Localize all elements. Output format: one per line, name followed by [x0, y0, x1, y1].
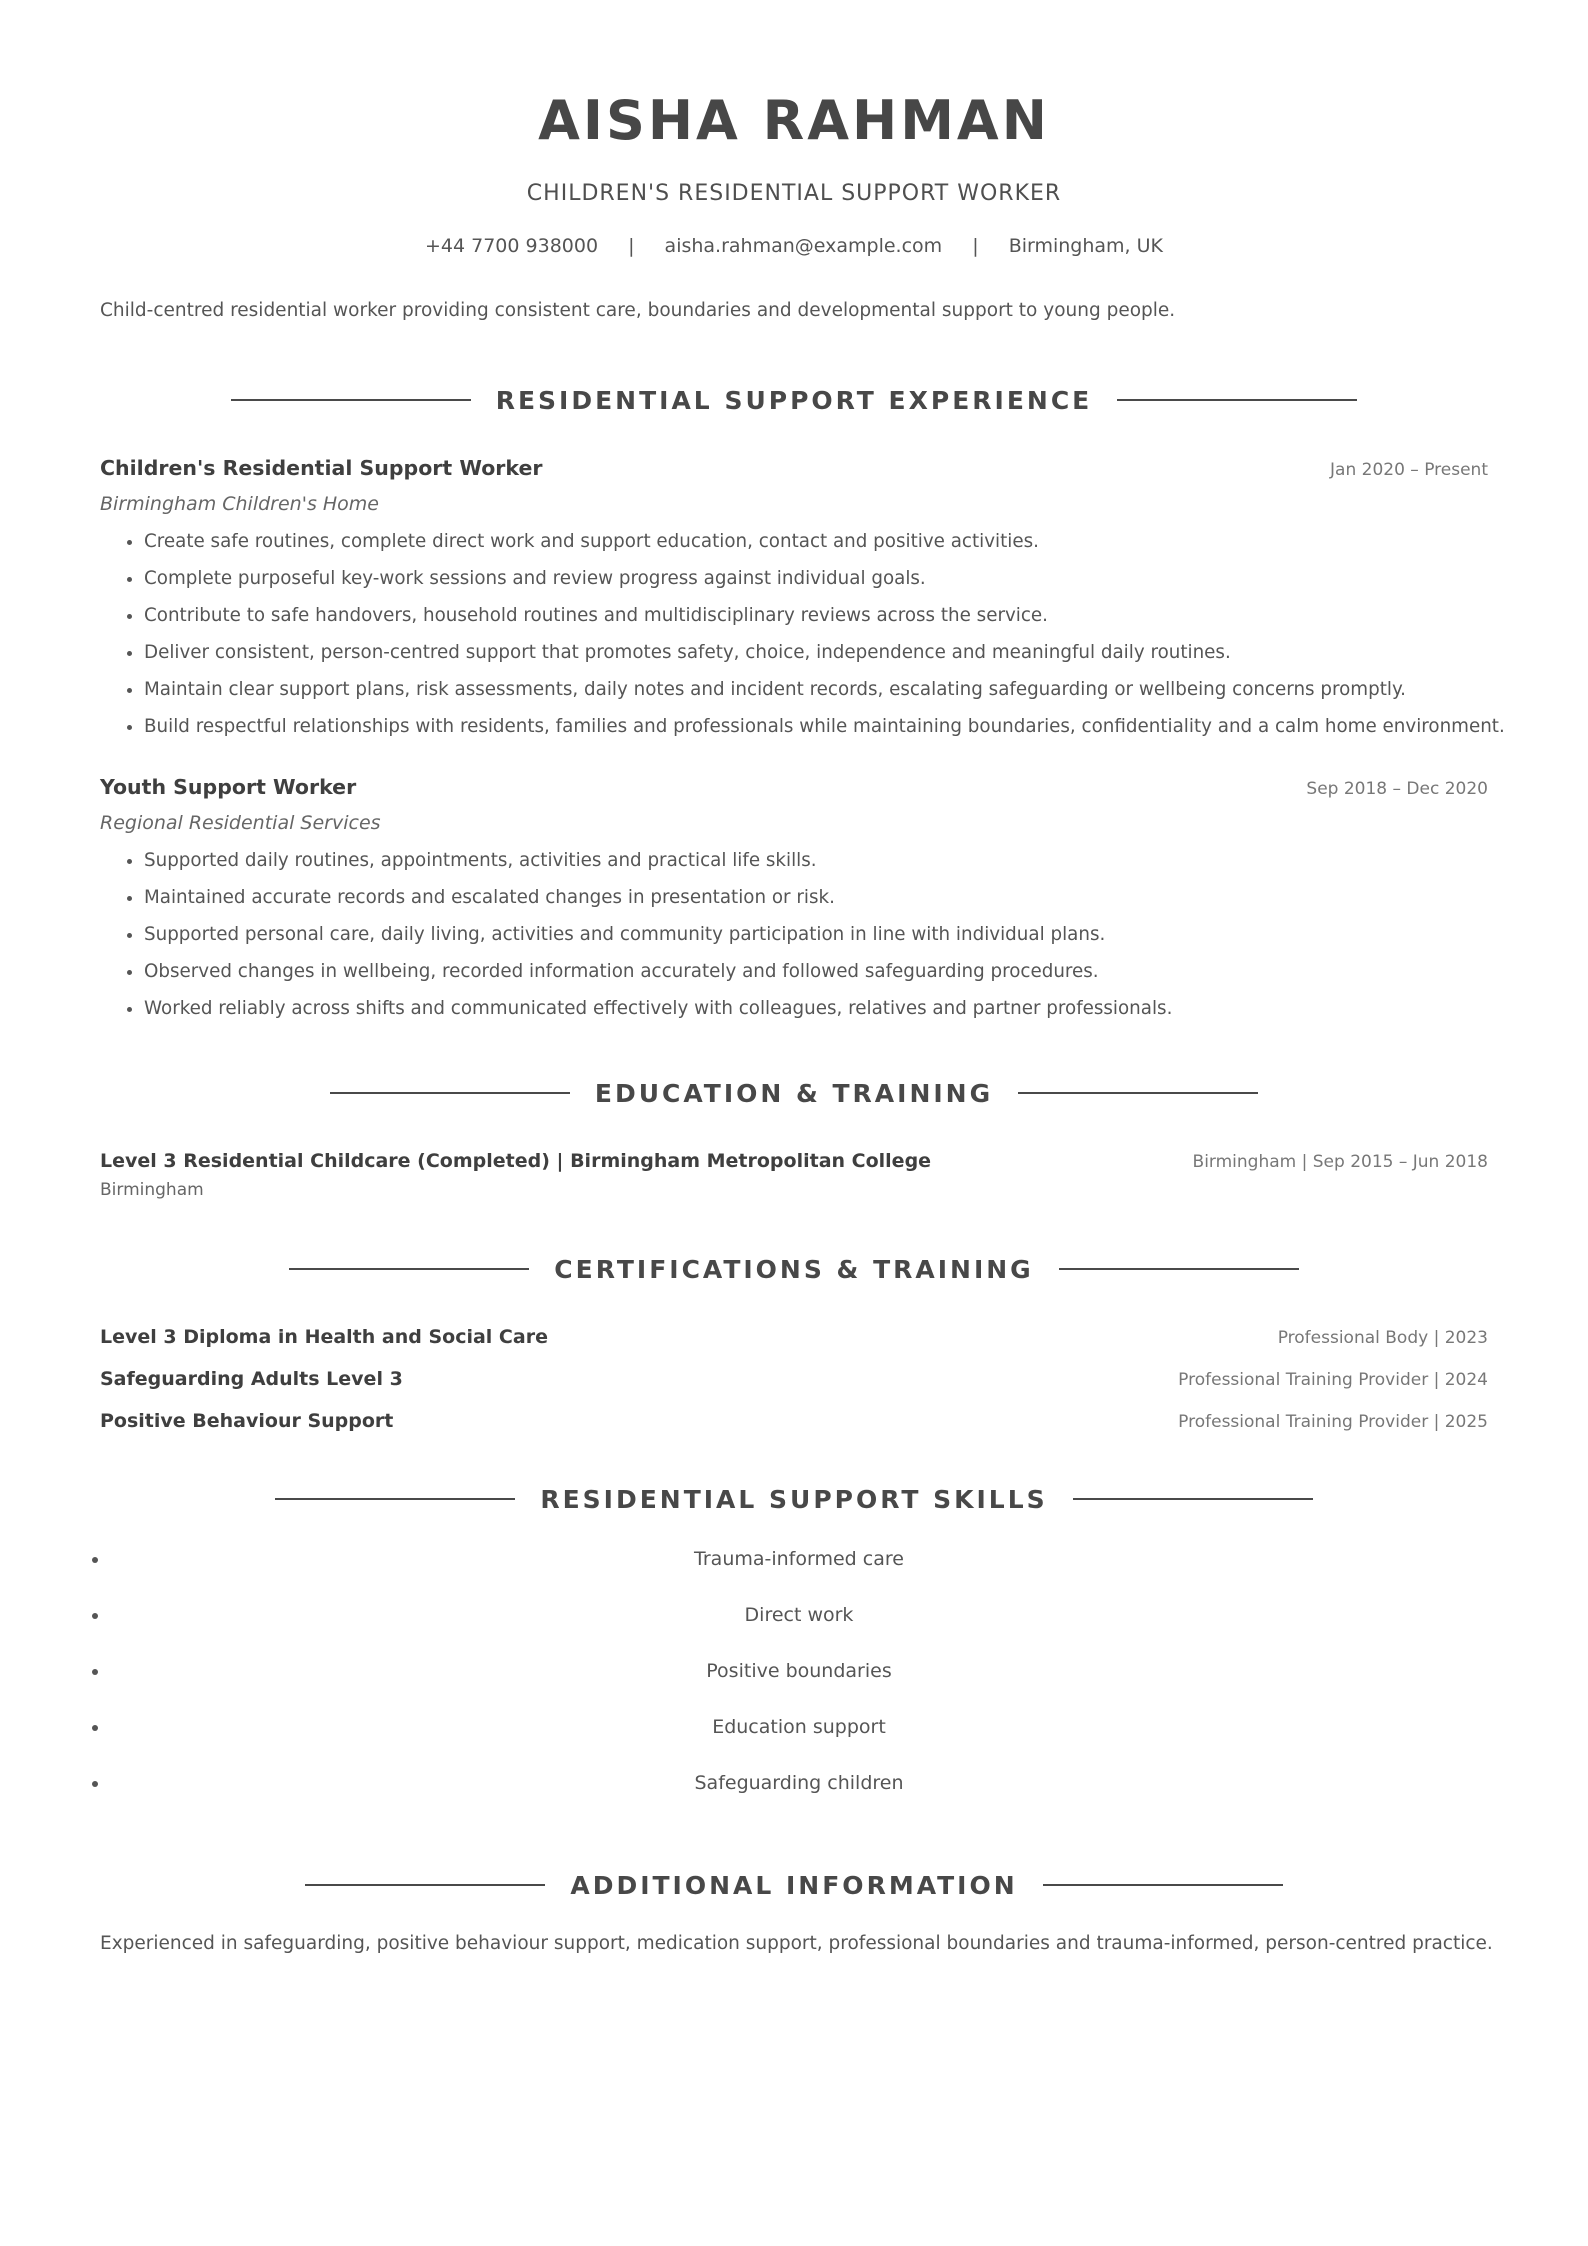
section-title: ADDITIONAL INFORMATION — [570, 1870, 1018, 1900]
contact-separator: | — [628, 235, 635, 257]
heading-rule-right — [1059, 1268, 1299, 1270]
section-title: RESIDENTIAL SUPPORT EXPERIENCE — [495, 385, 1093, 415]
section-title: EDUCATION & TRAINING — [594, 1078, 994, 1108]
bullet-item: • Build respectful relationships with residents, families and professionals while maintaining boundaries, confidentiality and a calm home environment. — [144, 708, 1488, 745]
job-organization: Birmingham Children's Home — [100, 493, 379, 515]
heading-rule-left — [289, 1268, 529, 1270]
heading-rule-right — [1043, 1884, 1283, 1886]
certification-name: Level 3 Diploma in Health and Social Care — [100, 1326, 548, 1348]
section-heading-education — [100, 1077, 1488, 1109]
job-header — [100, 454, 1488, 483]
education-meta: Birmingham | Sep 2015 – Jun 2018 — [1192, 1152, 1488, 1172]
job-role: Youth Support Worker — [100, 775, 357, 799]
section-heading-experience — [100, 384, 1488, 416]
email-address: aisha.rahman@example.com — [664, 235, 943, 257]
education-title: Level 3 Residential Childcare (Completed) | Birmingham Metropolitan College — [100, 1150, 932, 1172]
job-organization: Regional Residential Services — [100, 812, 381, 834]
skill-item: • Education support — [110, 1699, 1488, 1755]
heading-rule-right — [1073, 1498, 1313, 1500]
bullet-item: • Complete purposeful key-work sessions and review progress against individual goals. — [144, 560, 1488, 597]
skill-item: • Trauma-informed care — [110, 1531, 1488, 1587]
certifications-list — [100, 1323, 1488, 1449]
bullet-item: • Observed changes in wellbeing, recorded information accurately and followed safeguarding procedures. — [144, 953, 1488, 990]
certification-entry — [100, 1365, 1488, 1407]
candidate-name: AISHA RAHMAN — [538, 89, 1050, 152]
job-dates: Sep 2018 – Dec 2020 — [1306, 779, 1488, 799]
bullet-item: • Supported daily routines, appointments, activities and practical life skills. — [144, 842, 1488, 879]
job-header — [100, 773, 1488, 802]
heading-rule-left — [231, 399, 471, 401]
job-entry — [100, 454, 1505, 745]
job-bullets — [100, 842, 1488, 1027]
skills-list — [100, 1531, 1488, 1811]
section-title: RESIDENTIAL SUPPORT SKILLS — [540, 1484, 1048, 1514]
certification-name: Positive Behaviour Support — [100, 1410, 394, 1432]
education-location: Birmingham — [100, 1180, 204, 1200]
job-entry — [100, 773, 1488, 1027]
candidate-headline: CHILDREN'S RESIDENTIAL SUPPORT WORKER — [526, 181, 1062, 206]
location: Birmingham, UK — [1008, 235, 1164, 257]
certification-name: Safeguarding Adults Level 3 — [100, 1368, 403, 1390]
skill-item: • Direct work — [110, 1587, 1488, 1643]
job-dates: Jan 2020 – Present — [1330, 460, 1488, 480]
heading-rule-right — [1117, 399, 1357, 401]
section-heading-certifications — [100, 1253, 1488, 1285]
skill-item: • Positive boundaries — [110, 1643, 1488, 1699]
bullet-item: • Create safe routines, complete direct work and support education, contact and positive activities. — [144, 523, 1488, 560]
certification-meta: Professional Training Provider | 2024 — [1178, 1370, 1488, 1390]
bullet-item: • Contribute to safe handovers, household routines and multidisciplinary reviews across the service. — [144, 597, 1488, 634]
additional-information: Experienced in safeguarding, positive behaviour support, medication support, professional boundaries and trauma-informed, person-centred practice. — [100, 1933, 1493, 1954]
profile-summary: Child-centred residential worker providing consistent care, boundaries and developmental support to young people. — [100, 300, 1176, 321]
bullet-item: • Deliver consistent, person-centred support that promotes safety, choice, independence and meaningful daily routines. — [144, 634, 1488, 671]
job-role: Children's Residential Support Worker — [100, 456, 543, 480]
certification-meta: Professional Body | 2023 — [1277, 1328, 1488, 1348]
contact-line — [100, 232, 1488, 260]
heading-rule-left — [330, 1092, 570, 1094]
contact-separator: | — [972, 235, 979, 257]
section-heading-additional — [100, 1869, 1488, 1901]
heading-rule-left — [275, 1498, 515, 1500]
heading-rule-right — [1018, 1092, 1258, 1094]
phone-number: +44 7700 938000 — [424, 235, 599, 257]
bullet-item: • Worked reliably across shifts and communicated effectively with colleagues, relatives and partner professionals. — [144, 990, 1488, 1027]
education-entry — [100, 1147, 1488, 1203]
skill-item: • Safeguarding children — [110, 1755, 1488, 1811]
certification-entry — [100, 1407, 1488, 1449]
job-bullets — [100, 523, 1505, 745]
certification-entry — [100, 1323, 1488, 1365]
heading-rule-left — [305, 1884, 545, 1886]
section-heading-skills — [100, 1483, 1488, 1515]
section-title: CERTIFICATIONS & TRAINING — [554, 1254, 1034, 1284]
bullet-item: • Maintain clear support plans, risk assessments, daily notes and incident records, escalating safeguarding or wellbeing concerns promptly. — [144, 671, 1488, 708]
bullet-item: • Maintained accurate records and escalated changes in presentation or risk. — [144, 879, 1488, 916]
certification-meta: Professional Training Provider | 2025 — [1178, 1412, 1488, 1432]
bullet-item: • Supported personal care, daily living, activities and community participation in line with individual plans. — [144, 916, 1488, 953]
education-header — [100, 1147, 1488, 1175]
